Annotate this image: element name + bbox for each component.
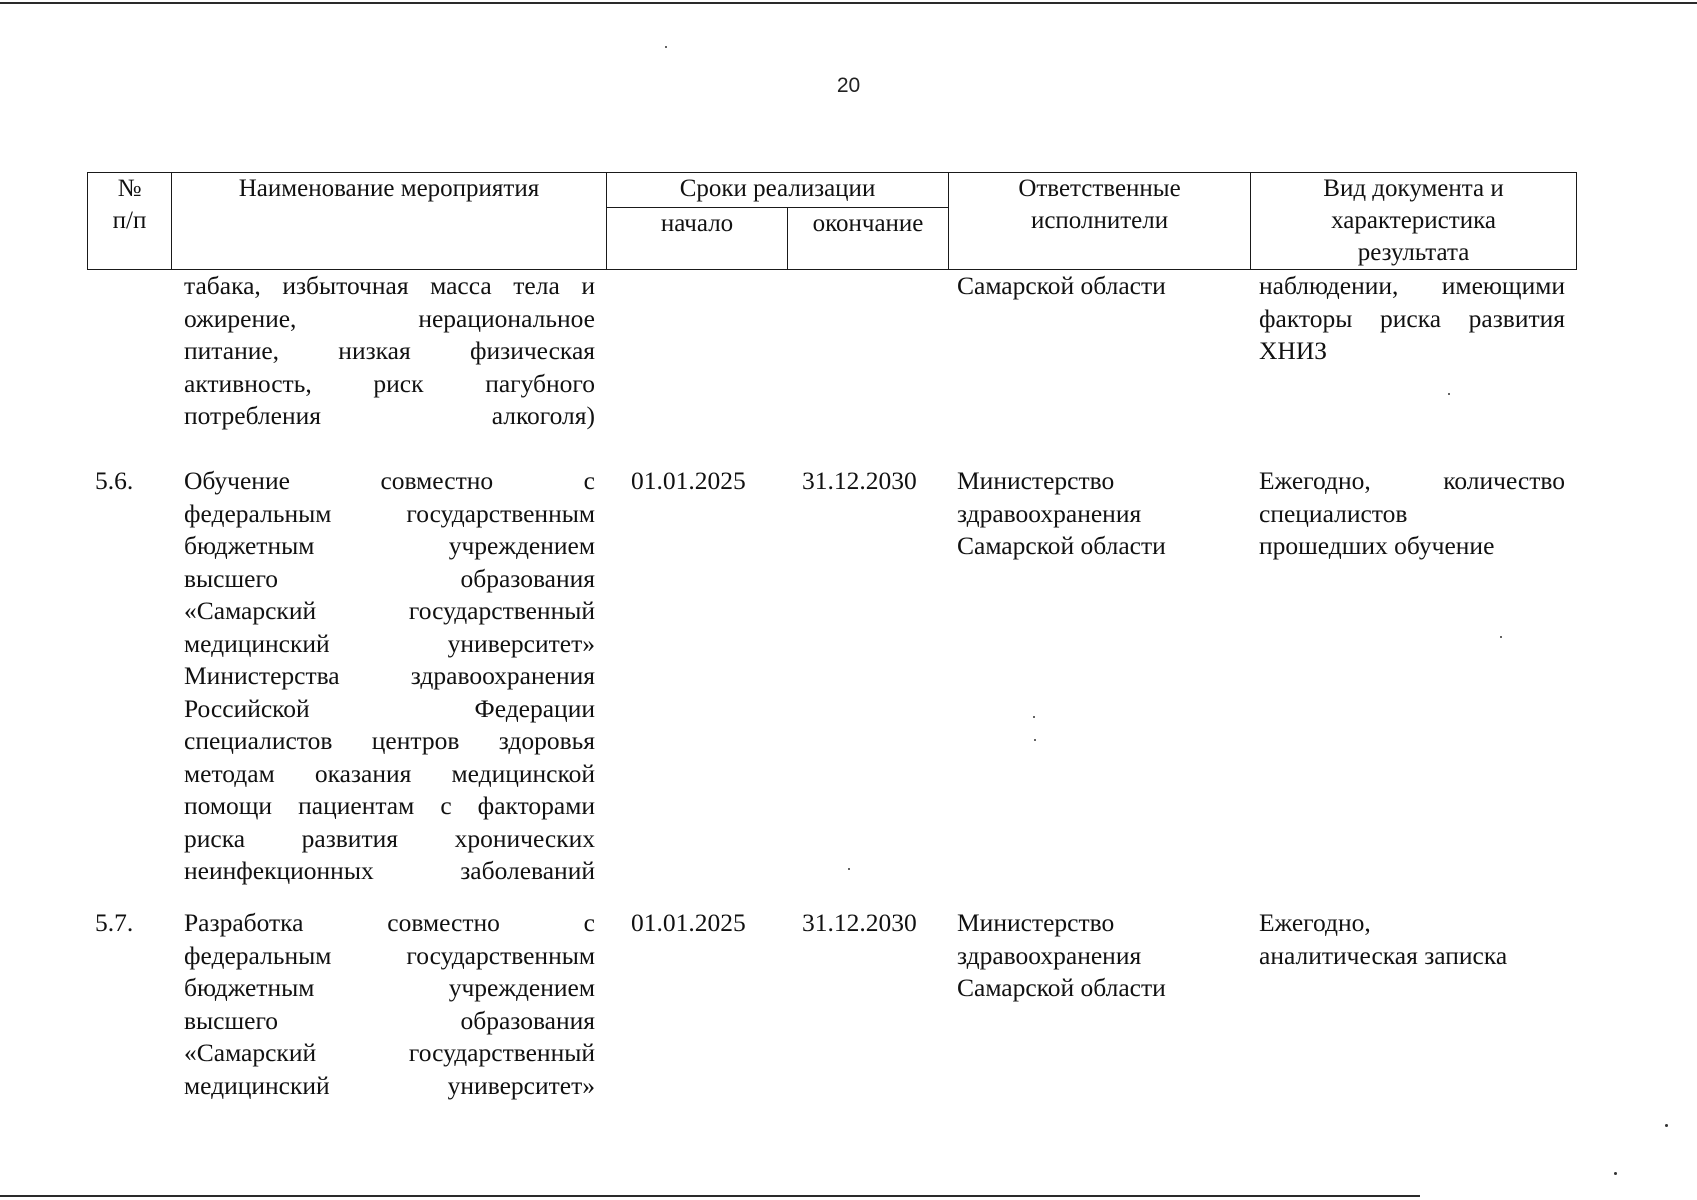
header-responsible xyxy=(949,173,1251,270)
activity-line: активность, риск пагубного xyxy=(184,368,595,398)
header-start-label: начало xyxy=(660,210,734,238)
table-header xyxy=(87,172,1577,270)
activity-line: федеральным государственным xyxy=(184,940,595,970)
document-line: наблюдении, имеющими xyxy=(1259,271,1565,300)
activity-line: неинфекционных заболеваний xyxy=(184,856,595,885)
header-timing-label: Сроки реализации xyxy=(679,175,876,202)
row-start-date: 01.01.2025 xyxy=(631,466,746,495)
responsible-line: Самарской области xyxy=(957,531,1166,560)
scan-speck xyxy=(1448,393,1450,395)
scan-border-bottom xyxy=(0,1195,1420,1197)
document-line: прошедших обучение xyxy=(1259,531,1495,560)
activity-line: потребления алкоголя) xyxy=(184,401,595,430)
activity-line: высшего образования xyxy=(184,1005,595,1035)
header-responsible-line1: Ответственные xyxy=(1018,175,1181,202)
activity-line: специалистов центров здоровья xyxy=(184,726,595,755)
header-num xyxy=(88,173,172,270)
responsible-line: Самарской области xyxy=(957,973,1166,1002)
activity-line: бюджетным учреждением xyxy=(184,531,595,560)
header-document-line2: характеристика xyxy=(1331,207,1496,234)
activity-line: риска развития хронических xyxy=(184,823,595,853)
table-row xyxy=(87,465,1576,907)
activity-line: высшего образования xyxy=(184,563,595,593)
responsible-line: Министерство xyxy=(957,466,1115,495)
row-start-date: 01.01.2025 xyxy=(631,908,746,937)
activity-line: бюджетным учреждением xyxy=(184,973,595,1002)
row-document xyxy=(1259,907,1565,972)
header-document xyxy=(1251,173,1577,270)
document-line: аналитическая записка xyxy=(1259,940,1508,970)
activity-line: Обучение совместно с xyxy=(184,466,595,495)
responsible-line: Министерство xyxy=(957,908,1115,937)
activity-line: методам оказания медицинской xyxy=(184,758,595,788)
header-end xyxy=(788,208,949,270)
activity-line: питание, низкая физическая xyxy=(184,336,595,365)
table-row xyxy=(87,270,1576,465)
document-line: Ежегодно, количество xyxy=(1259,466,1565,495)
header-document-line1: Вид документа и xyxy=(1323,175,1504,202)
responsible-line: Самарской области xyxy=(957,271,1166,300)
header-end-label: окончание xyxy=(812,210,924,238)
activity-line: помощи пациентам с факторами xyxy=(184,791,595,820)
document-line: специалистов xyxy=(1259,498,1408,528)
row-activity-name xyxy=(184,270,595,433)
document-line: ХНИЗ xyxy=(1259,336,1328,365)
table-row xyxy=(87,907,1576,1107)
activity-line: Министерства здравоохранения xyxy=(184,661,595,690)
row-document xyxy=(1259,465,1565,563)
row-document xyxy=(1259,270,1565,368)
row-responsible xyxy=(957,270,1247,303)
header-responsible-line2: исполнители xyxy=(1030,207,1169,234)
scan-speck xyxy=(665,46,667,48)
activity-line: Российской Федерации xyxy=(184,693,595,723)
row-number: 5.6. xyxy=(95,466,134,495)
row-activity-name xyxy=(184,465,595,888)
scan-border-top xyxy=(0,2,1697,4)
activity-line: «Самарский государственный xyxy=(184,1038,595,1067)
header-num-line1: № xyxy=(117,175,142,202)
activity-line: медицинский университет» xyxy=(184,1070,595,1100)
activity-line: табака, избыточная масса тела и xyxy=(184,271,595,300)
page-number: 20 xyxy=(836,74,861,97)
row-number: 5.7. xyxy=(95,908,134,937)
activity-line: федеральным государственным xyxy=(184,498,595,528)
activity-line: медицинский университет» xyxy=(184,628,595,658)
activity-line: Разработка совместно с xyxy=(184,908,595,937)
row-end-date: 31.12.2030 xyxy=(802,466,917,495)
scan-speck xyxy=(848,868,850,870)
header-name-label: Наименование мероприятия xyxy=(238,175,540,202)
row-responsible xyxy=(957,907,1247,1005)
scan-speck xyxy=(1033,716,1035,718)
document-line: Ежегодно, xyxy=(1259,908,1371,937)
header-start xyxy=(607,208,788,270)
row-end-date: 31.12.2030 xyxy=(802,908,917,937)
document-line: факторы риска развития xyxy=(1259,303,1565,333)
activity-line: «Самарский государственный xyxy=(184,596,595,625)
activity-line: ожирение, нерациональное xyxy=(184,303,595,333)
responsible-line: здравоохранения xyxy=(957,940,1142,970)
responsible-line: здравоохранения xyxy=(957,498,1142,528)
scan-speck xyxy=(1614,1172,1617,1175)
header-num-line2: п/п xyxy=(112,207,147,234)
header-document-line3: результата xyxy=(1357,239,1470,266)
row-responsible xyxy=(957,465,1247,563)
table-body xyxy=(87,270,1576,1107)
header-timing xyxy=(607,173,949,208)
scan-speck xyxy=(1665,1124,1668,1127)
header-name xyxy=(172,173,607,270)
scan-speck xyxy=(1034,739,1036,741)
scan-speck xyxy=(1500,636,1502,638)
row-activity-name xyxy=(184,907,595,1102)
